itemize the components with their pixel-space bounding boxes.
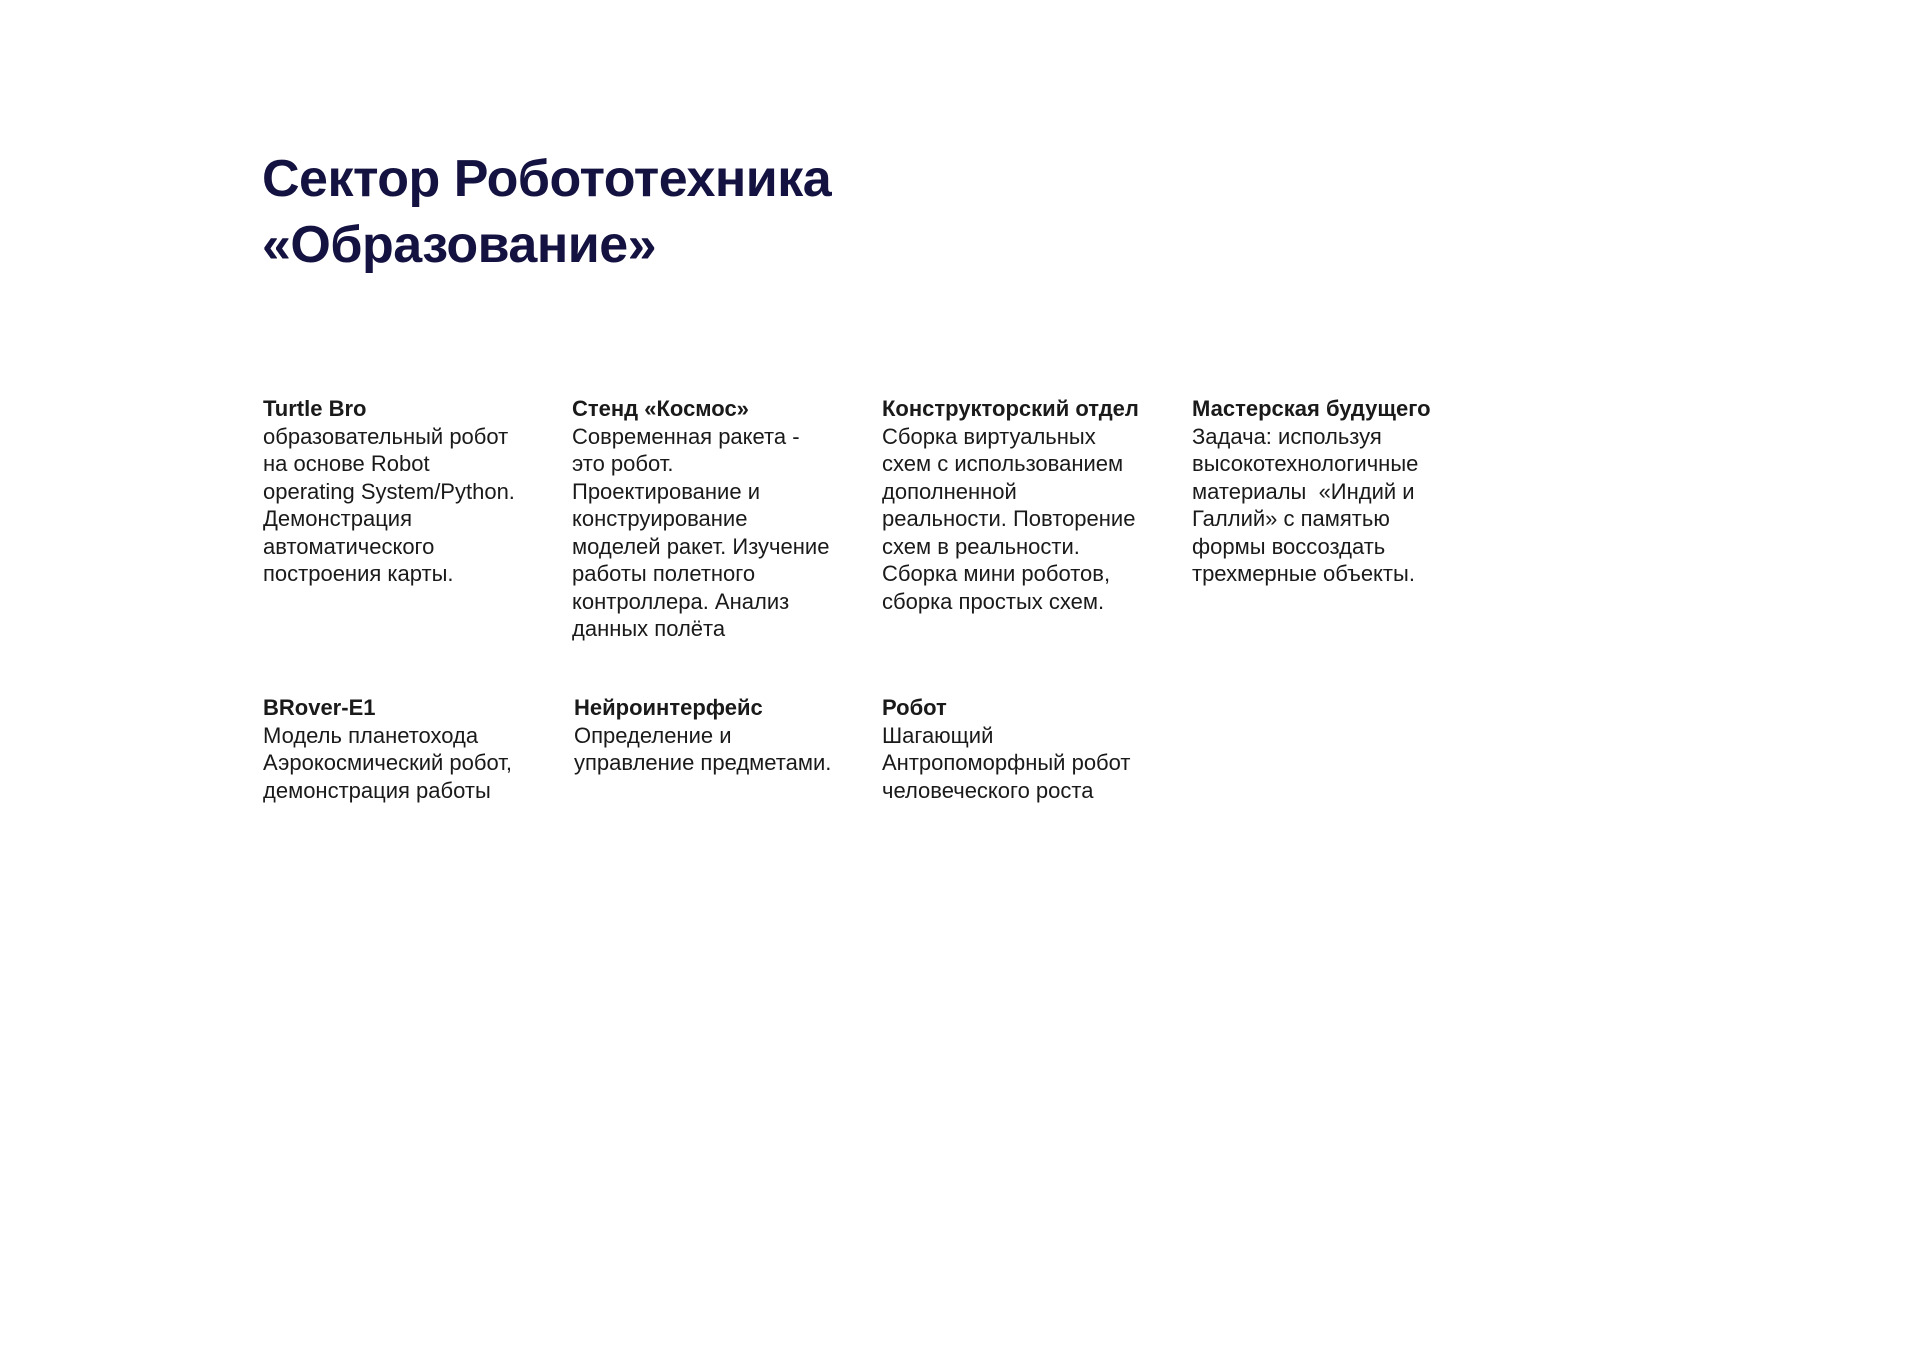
card-title: BRover-E1 [263, 695, 376, 720]
card-text-line: данных полёта [572, 616, 726, 641]
card-design-department [882, 395, 1182, 615]
card-description [882, 423, 1182, 616]
card-text-line: трехмерные объекты. [1192, 561, 1415, 586]
card-text-line: Сборка виртуальных [882, 423, 1096, 449]
card-title: Стенд «Космос» [572, 396, 749, 421]
card-title: Мастерская будущего [1192, 396, 1431, 421]
card-description [263, 722, 563, 805]
card-text-line: конструирование [572, 506, 748, 531]
card-future-workshop [1192, 395, 1492, 588]
card-text-line: Проектирование и [572, 478, 760, 504]
card-description [574, 722, 874, 777]
card-text-line: формы воссоздать [1192, 533, 1386, 559]
card-text-line: Аэрокосмический робот, [263, 750, 512, 775]
card-text-line: Определение и [574, 722, 732, 748]
card-title: Конструкторский отдел [882, 396, 1139, 421]
card-text-line: Задача: используя [1192, 423, 1382, 449]
card-text-line: контроллера. Анализ [572, 588, 790, 614]
card-text-line: Шагающий [882, 722, 994, 748]
card-description [263, 423, 563, 588]
card-text-line: operating System/Python. [263, 478, 515, 504]
card-turtle-bro [263, 395, 563, 588]
card-text-line: на основе Robot [263, 451, 430, 476]
card-title: Робот [882, 695, 947, 720]
card-text-line: Модель планетохода [263, 722, 479, 748]
card-text-line: моделей ракет. Изучение [572, 533, 830, 559]
card-description [1192, 423, 1492, 588]
card-text-line: демонстрация работы [263, 777, 491, 803]
card-text-line: это робот. [572, 451, 674, 476]
card-text-line: автоматического [263, 533, 435, 559]
card-description [572, 423, 872, 643]
card-text-line: Сборка мини роботов, [882, 561, 1111, 586]
card-text-line: образовательный робот [263, 423, 509, 449]
card-text-line: Антропоморфный робот [882, 750, 1131, 775]
card-text-line: работы полетного [572, 561, 756, 586]
card-text-line: схем с использованием [882, 451, 1124, 476]
card-brover-e1 [263, 694, 563, 804]
card-text-line: Демонстрация [263, 506, 412, 531]
card-text-line: реальности. Повторение [882, 506, 1136, 531]
card-text-line: схем в реальности. [882, 533, 1080, 559]
card-text-line: человеческого роста [882, 777, 1094, 803]
card-text-line: управление предметами. [574, 750, 832, 775]
page-title-line-1: Сектор Робототехника [262, 150, 832, 208]
page-title-line-2: «Образование» [262, 216, 657, 274]
card-text-line: высокотехнологичные [1192, 451, 1419, 476]
card-robot [882, 694, 1182, 804]
card-text-line: построения карты. [263, 561, 454, 586]
card-stand-kosmos [572, 395, 872, 643]
card-description [882, 722, 1182, 805]
card-title: Нейроинтерфейс [574, 695, 763, 720]
card-text-line: сборка простых схем. [882, 588, 1105, 614]
card-text-line: дополненной [882, 478, 1017, 504]
card-text-line: Галлий» с памятью [1192, 506, 1390, 531]
card-neurointerface [574, 694, 874, 777]
card-text-line: материалы «Индий и [1192, 478, 1415, 504]
page-title [262, 146, 831, 278]
card-title: Turtle Bro [263, 396, 367, 421]
card-text-line: Современная ракета - [572, 423, 800, 449]
